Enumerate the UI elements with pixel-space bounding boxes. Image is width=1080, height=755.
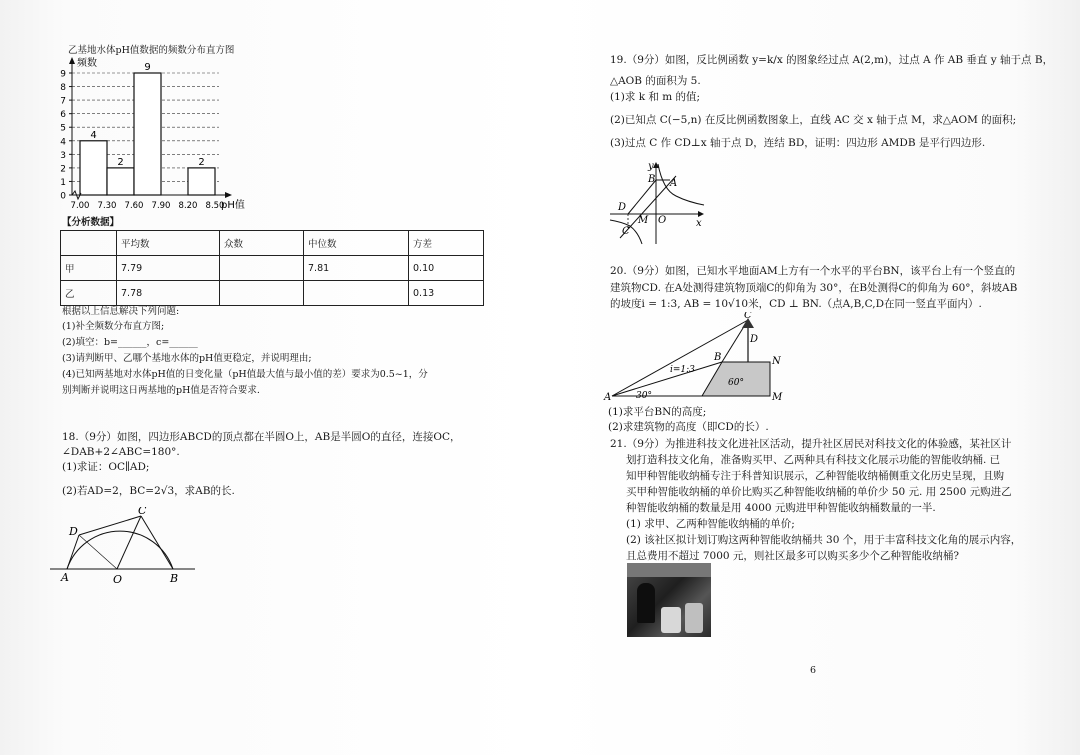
q17-line: 别判断并说明这日两基地的pH值是否符合要求.: [62, 385, 260, 396]
q18-line: (1)求证：OC∥AD;: [62, 461, 150, 473]
segment-bd: [628, 180, 656, 214]
q21-line: (1) 求甲、乙两种智能收纳桶的单价;: [626, 518, 795, 530]
q20-line: 的坡度i = 1:3, AB = 10√10米，CD ⊥ BN.（点A,B,C,D在同一竖直平面内）.: [610, 298, 982, 310]
q20-line: 建筑物CD. 在A处测得建筑物顶端C的仰角为 30°，在B处测得C的仰角为 60°，斜坡AB: [610, 282, 1018, 294]
point-label-a: A: [670, 178, 678, 189]
q18-line: (2)若AD=2，BC=2√3，求AB的长.: [62, 485, 235, 497]
q20-sub-line: (2)求建筑物的高度（即CD的长）.: [608, 421, 769, 433]
table-row: [61, 256, 484, 281]
point-label-c: C: [138, 507, 147, 517]
hyperbola-branch-right: [658, 164, 704, 205]
q19-line: (2)已知点 C(−5,n) 在反比例函数图象上，直线 AC 交 x 轴于点 M，求△AOM 的面积;: [610, 114, 1017, 126]
point-label-n: N: [772, 356, 781, 367]
q21-line: 划打造科技文化角，准备购买甲、乙两种具有科技文化展示功能的智能收纳桶. 已: [626, 454, 1001, 466]
table-header-cell: 中位数: [304, 231, 409, 256]
x-tick-label: 7.00: [70, 201, 90, 211]
bar-value-label: 2: [198, 156, 205, 168]
point-label-o: O: [113, 573, 123, 586]
q21-line: 买甲种智能收纳桶的单价比购买乙种智能收纳桶的单价少 50 元. 用 2500 元购进乙: [626, 486, 1012, 498]
point-label-a: A: [604, 392, 612, 403]
table-cell: 7.79: [117, 256, 220, 281]
q20-sub-line: (1)求平台BN的高度;: [608, 406, 707, 418]
table-cell: [220, 281, 304, 306]
q21-line: 且总费用不超过 7000 元，则社区最多可以购买多少个乙种智能收纳桶?: [626, 550, 960, 562]
figure-18-semicircle: [45, 507, 205, 587]
point-label-d: D: [69, 525, 78, 538]
histogram-title: 乙基地水体pH值数据的频数分布直方图: [68, 45, 235, 56]
point-label-a: A: [61, 571, 69, 584]
y-tick-label: 0: [60, 191, 66, 202]
figure-19-hyperbola: [608, 160, 708, 246]
table-cell: 0.10: [409, 256, 484, 281]
point-label-o: O: [658, 215, 667, 226]
y-tick-label: 1: [60, 177, 66, 188]
bar-value-label: 4: [90, 129, 97, 141]
photo-bin: [685, 603, 703, 633]
x-axis-arrow: [225, 192, 232, 198]
axis-label-x: x: [696, 218, 702, 229]
y-tick-label: 9: [60, 69, 66, 80]
y-tick-label: 2: [60, 164, 66, 175]
x-tick-label: 8.50: [205, 201, 225, 211]
bar-value-label: 2: [117, 156, 124, 168]
angle-30-label: 30°: [636, 391, 652, 401]
histogram-bar: [134, 73, 161, 195]
axis-label-y: y: [648, 161, 654, 172]
histogram-bar: [80, 141, 107, 195]
x-tick-label: 8.20: [178, 201, 198, 211]
bar-value-label: 9: [144, 62, 151, 73]
q18-line: 18.（9分）如图，四边形ABCD的顶点都在半圆O上，AB是半圆O的直径，连接OC，: [62, 431, 461, 443]
q17-line: 根据以上信息解决下列问题:: [62, 306, 180, 317]
table-cell: [304, 281, 409, 306]
x-axis-label: pH值: [221, 200, 245, 211]
y-tick-label: 8: [60, 83, 66, 94]
x-tick-label: 7.60: [124, 201, 144, 211]
table-row: [61, 281, 484, 306]
table-header-cell: 方差: [409, 231, 484, 256]
q19-line: 19.（9分）如图，反比例函数 y=k/x 的图象经过点 A(2,m)，过点 A 作 AB 垂直 y 轴于点 B，: [610, 54, 1054, 66]
analysis-section-title: 【分析数据】: [62, 217, 120, 228]
q17-line: (4)已知两基地对水体pH值的日变化量（pH值最大值与最小值的差）要求为0.5~1，分: [62, 369, 428, 380]
q21-line: 知甲种智能收纳桶专注于科普知识展示，乙种智能收纳桶侧重文化历史呈现，且购: [626, 470, 1004, 482]
q17-line: (3)请判断甲、乙哪个基地水体的pH值更稳定，并说明理由;: [62, 353, 312, 364]
q17-line: (2)填空：b=______，c=______: [62, 337, 198, 348]
q19-line: (1)求 k 和 m 的值;: [610, 91, 701, 103]
x-tick-labels: [71, 201, 225, 211]
point-label-c: C: [744, 312, 752, 321]
table-cell: 甲: [61, 256, 117, 281]
table-cell: 7.78: [117, 281, 220, 306]
point-label-d: D: [750, 334, 759, 345]
q19-line: △AOB 的面积为 5.: [610, 75, 701, 87]
table-header-cell: 众数: [220, 231, 304, 256]
q20-line: 20.（9分）如图，已知水平地面AM上方有一个水平的平台BN，该平台上有一个竖直的: [610, 265, 1016, 277]
q17-line: (1)补全频数分布直方图;: [62, 321, 165, 332]
segment-ad: [67, 535, 79, 569]
point-label-m: M: [638, 215, 649, 226]
point-label-d: D: [618, 202, 627, 213]
x-axis-arrow: [698, 211, 704, 217]
histogram-bar: [107, 168, 134, 195]
histogram-bar: [188, 168, 215, 195]
point-label-c: C: [622, 226, 630, 237]
photo-shelf: [627, 563, 711, 577]
q21-line: 种智能收纳桶的数量是用 4000 元购进甲种智能收纳桶数量的一半.: [626, 502, 936, 514]
histogram-chart: [45, 55, 260, 220]
photo-person: [637, 583, 655, 623]
point-label-b: B: [714, 352, 722, 363]
y-axis-label: 频数: [77, 58, 97, 69]
page-number: 6: [810, 665, 817, 676]
y-tick-labels: [60, 70, 66, 202]
table-header-cell: [61, 231, 117, 256]
y-tick-label: 5: [60, 123, 66, 134]
photo-bin: [661, 607, 681, 633]
slope-ratio-label: i=1:3: [670, 365, 695, 375]
point-label-b: B: [170, 572, 179, 585]
y-axis-arrow: [69, 57, 75, 64]
angle-60-label: 60°: [728, 378, 744, 388]
y-tick-label: 4: [60, 137, 66, 148]
x-tick-label: 7.90: [151, 201, 171, 211]
table-header-row: [61, 231, 484, 256]
table-cell: 7.81: [304, 256, 409, 281]
q21-line: (2) 该社区拟计划订购这两种智能收纳桶共 30 个，用于丰富科技文化角的展示内容，: [626, 534, 1022, 546]
analysis-table: [60, 230, 484, 306]
segment-cb: [141, 516, 173, 569]
point-label-b: B: [648, 174, 656, 185]
x-tick-label: 7.30: [97, 201, 117, 211]
table-header-cell: 平均数: [117, 231, 220, 256]
smart-bin-photo: [627, 563, 711, 637]
figure-20-building-slope: [602, 312, 802, 404]
segment-oc: [117, 516, 141, 569]
table-cell: 0.13: [409, 281, 484, 306]
histogram-bars: [80, 73, 215, 195]
table-cell: 乙: [61, 281, 117, 306]
q21-line: 21.（9分）为推进科技文化进社区活动，提升社区居民对科技文化的体验感，某社区计: [610, 438, 1012, 450]
point-label-m: M: [772, 392, 783, 403]
y-tick-label: 3: [60, 150, 66, 161]
y-tick-label: 7: [60, 96, 66, 107]
y-tick-label: 6: [60, 110, 66, 121]
segment-od: [79, 535, 117, 569]
q18-line: ∠DAB+2∠ABC=180°.: [62, 446, 180, 458]
table-cell: [220, 256, 304, 281]
q19-line: (3)过点 C 作 CD⊥x 轴于点 D，连结 BD，证明：四边形 AMDB 是平行四边形.: [610, 137, 986, 149]
